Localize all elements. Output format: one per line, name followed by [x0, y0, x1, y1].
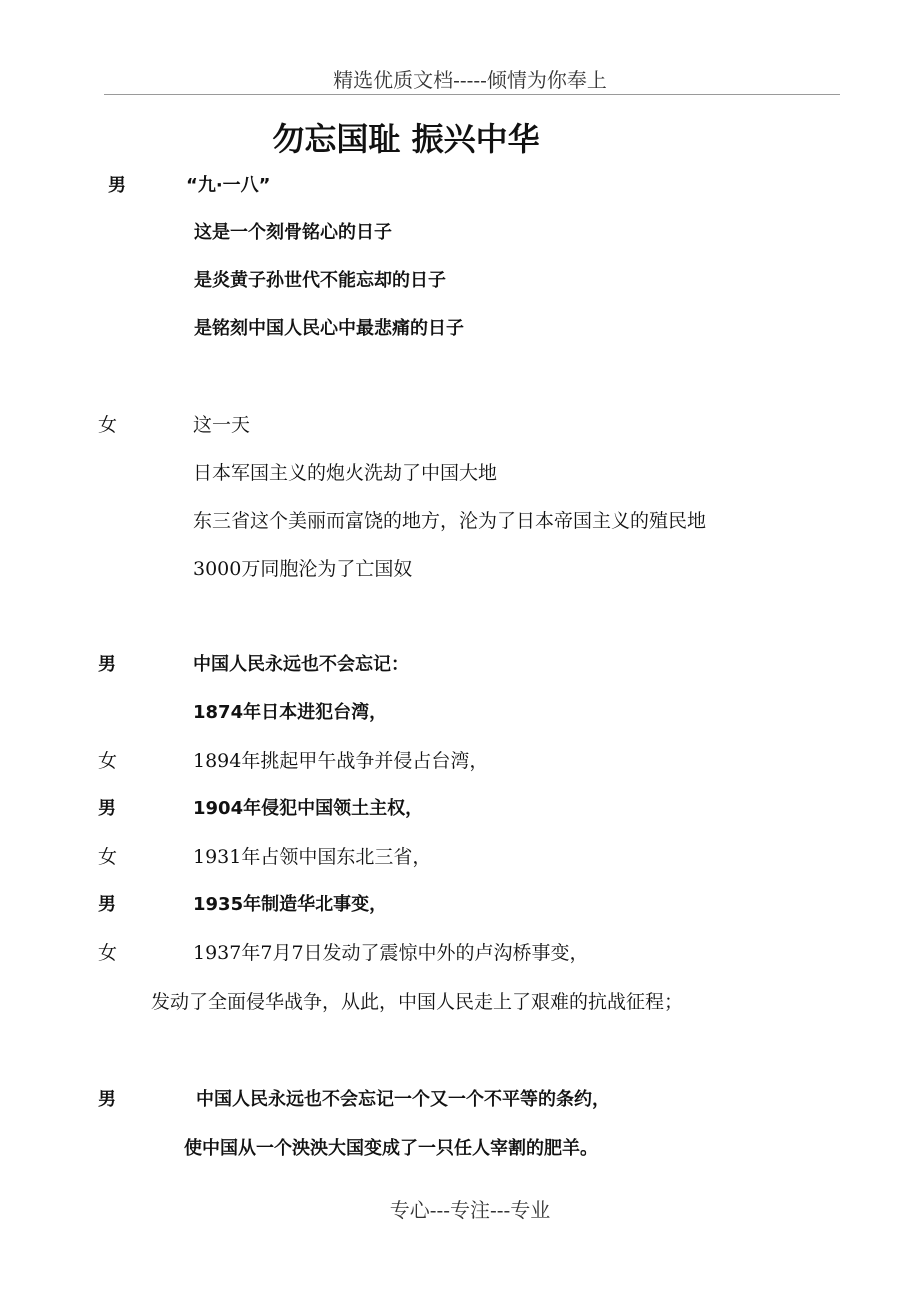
script-line: [0, 553, 920, 585]
speaker-label: 男: [98, 798, 116, 819]
line-text: 中国人民永远也不会忘记：: [193, 654, 409, 675]
line-text: 日本军国主义的炮火洗劫了中国大地: [193, 462, 498, 484]
script-line: [0, 265, 920, 297]
script-line: [0, 745, 920, 777]
speaker-label: 男: [98, 1089, 116, 1110]
line-text: “九·一八”: [186, 175, 271, 196]
line-text: 1931年占领中国东北三省，: [193, 846, 432, 868]
script-line: [0, 889, 920, 921]
script-line: [0, 505, 920, 537]
line-text: 这一天: [193, 414, 251, 436]
script-line: [0, 937, 920, 969]
line-text: 东三省这个美丽而富饶的地方，沦为了日本帝国主义的殖民地: [193, 510, 707, 532]
line-text: 1937年7月7日发动了震惊中外的卢沟桥事变，: [193, 942, 589, 964]
script-line: [0, 1133, 920, 1165]
script-line: [0, 649, 920, 681]
script-line: [0, 793, 920, 825]
script-line: [0, 217, 920, 249]
script-line: [0, 1084, 920, 1116]
document-title: 勿忘国耻 振兴中华: [272, 120, 540, 158]
script-line: [0, 697, 920, 729]
script-line: [0, 457, 920, 489]
line-text: 中国人民永远也不会忘记一个又一个不平等的条约，: [196, 1089, 610, 1110]
line-text: 1894年挑起甲午战争并侵占台湾，: [193, 750, 489, 772]
line-text: 1935年制造华北事变，: [193, 894, 388, 915]
header-divider: [104, 94, 840, 95]
script-line: [0, 409, 920, 441]
line-text: 发动了全面侵华战争，从此，中国人民走上了艰难的抗战征程；: [151, 991, 684, 1013]
speaker-label: 女: [98, 846, 118, 868]
page-header-text: 精选优质文档-----倾情为你奉上: [333, 68, 607, 92]
script-line: [0, 313, 920, 345]
line-text: 是炎黄子孙世代不能忘却的日子: [194, 270, 446, 291]
script-line: [0, 841, 920, 873]
line-text: 使中国从一个泱泱大国变成了一只任人宰割的肥羊。: [184, 1138, 598, 1159]
line-text: 1874年日本进犯台湾，: [193, 702, 388, 723]
script-line: [0, 170, 920, 202]
speaker-label: 男: [108, 175, 126, 196]
line-text: 1904年侵犯中国领土主权，: [193, 798, 424, 819]
page-footer-text: 专心---专注---专业: [389, 1198, 551, 1222]
speaker-label: 女: [98, 942, 118, 964]
line-text: 是铭刻中国人民心中最悲痛的日子: [194, 318, 464, 339]
speaker-label: 男: [98, 894, 116, 915]
speaker-label: 女: [98, 414, 118, 436]
line-text: 这是一个刻骨铭心的日子: [194, 222, 392, 243]
script-line: [0, 986, 920, 1018]
speaker-label: 男: [98, 654, 116, 675]
line-text: 3000万同胞沦为了亡国奴: [193, 558, 413, 580]
speaker-label: 女: [98, 750, 118, 772]
